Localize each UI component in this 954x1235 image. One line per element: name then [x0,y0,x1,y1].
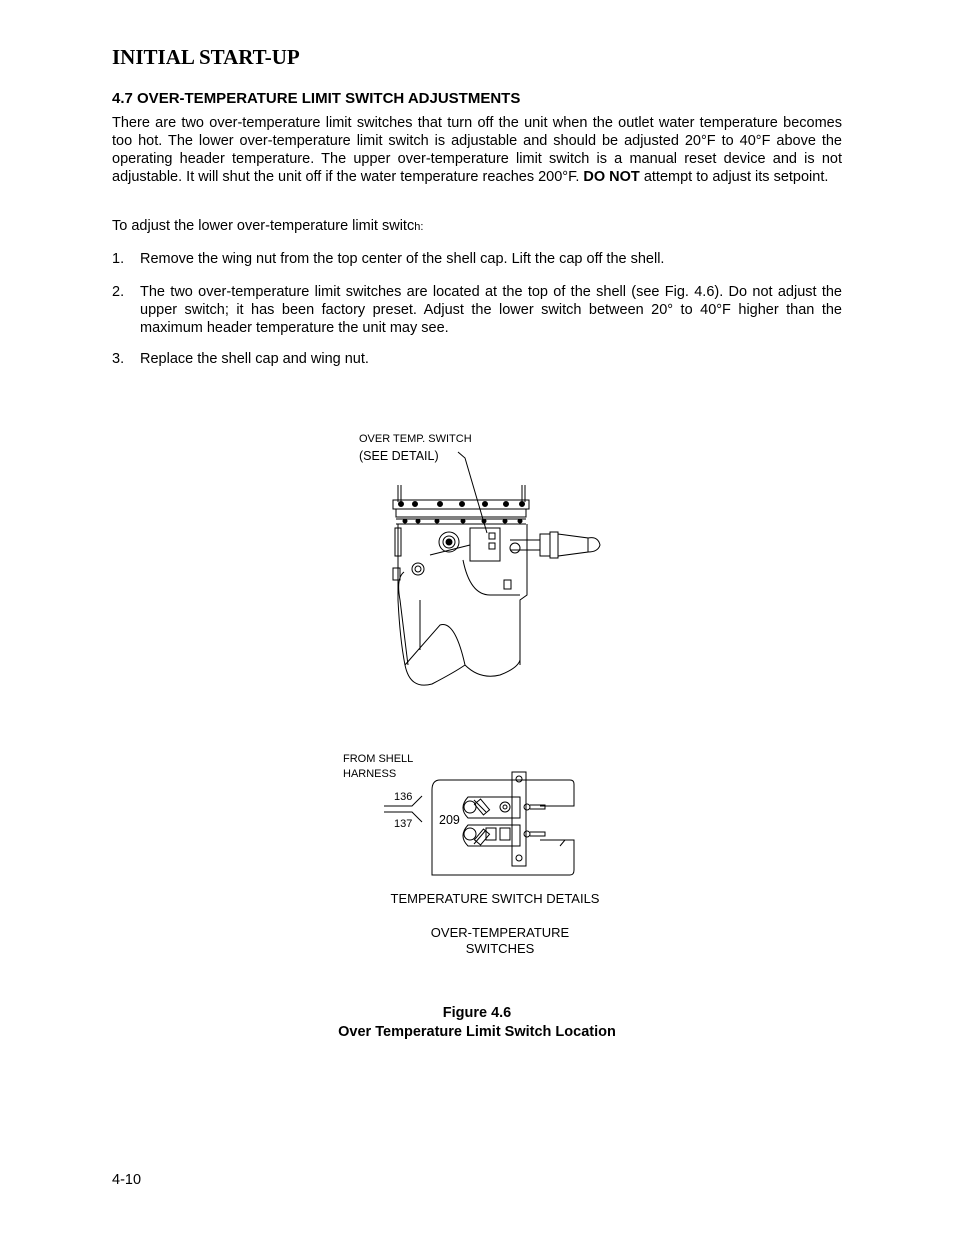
wire-label-209: 209 [439,813,460,827]
step-number: 1. [112,251,125,267]
step-number: 2. [112,284,125,300]
callout-label: OVER TEMP. SWITCH [359,433,472,445]
switches-sublabel: SWITCHES [465,941,535,956]
para-emphasis: DO NOT [583,169,640,185]
switch-detail-drawing [380,765,580,880]
switches-label: OVER-TEMPERATURE [430,925,570,940]
wire-label-136: 136 [394,791,413,803]
intro-text: To adjust the lower over-temperature limit switc [112,218,415,234]
detail-caption: TEMPERATURE SWITCH DETAILS [390,891,600,906]
step-item [112,350,842,370]
para-text-2: attempt to adjust its setpoint. [639,169,829,185]
figure-number: Figure 4.6 [442,1005,512,1021]
heater-shell-drawing [380,450,620,695]
section-paragraph [112,114,842,186]
procedure-intro [112,218,423,234]
harness-label: FROM SHELL [343,753,414,765]
step-item [112,250,842,270]
page-number: 4-10 [112,1172,142,1188]
para-text-1: There are two over-temperature limit switches that turn off the unit when the outlet water temperature becomes too hot. The lower over-temperature limit switch is adjustable and should be adjusted 20°F to 40°F above the operating header temperature. The upper over-temperature limit switch is a manual reset device and is not adjustable. It will shut the unit off if the water temperature reaches 200°F. [112,115,842,185]
step-text: The two over-temperature limit switches are located at the top of the shell (see Fig. 4.6). Do not adjust the upper switch; it has been factory preset. Adjust the lower switch between 20° to 40°F higher than the maximum header temperature the unit may see. [140,284,842,336]
intro-tail: h: [414,221,424,233]
wire-label-137: 137 [394,818,413,830]
step-item [112,283,842,339]
harness-sublabel: HARNESS [343,768,397,780]
section-heading: 4.7 OVER-TEMPERATURE LIMIT SWITCH ADJUSTMENTS [112,90,521,107]
page-title: INITIAL START-UP [112,45,300,69]
callout-sublabel: (SEE DETAIL) [359,449,439,463]
step-number: 3. [112,351,125,367]
step-text: Remove the wing nut from the top center of the shell cap. Lift the cap off the shell. [140,251,665,267]
figure-caption: Over Temperature Limit Switch Location [338,1024,616,1040]
step-text: Replace the shell cap and wing nut. [140,351,369,367]
